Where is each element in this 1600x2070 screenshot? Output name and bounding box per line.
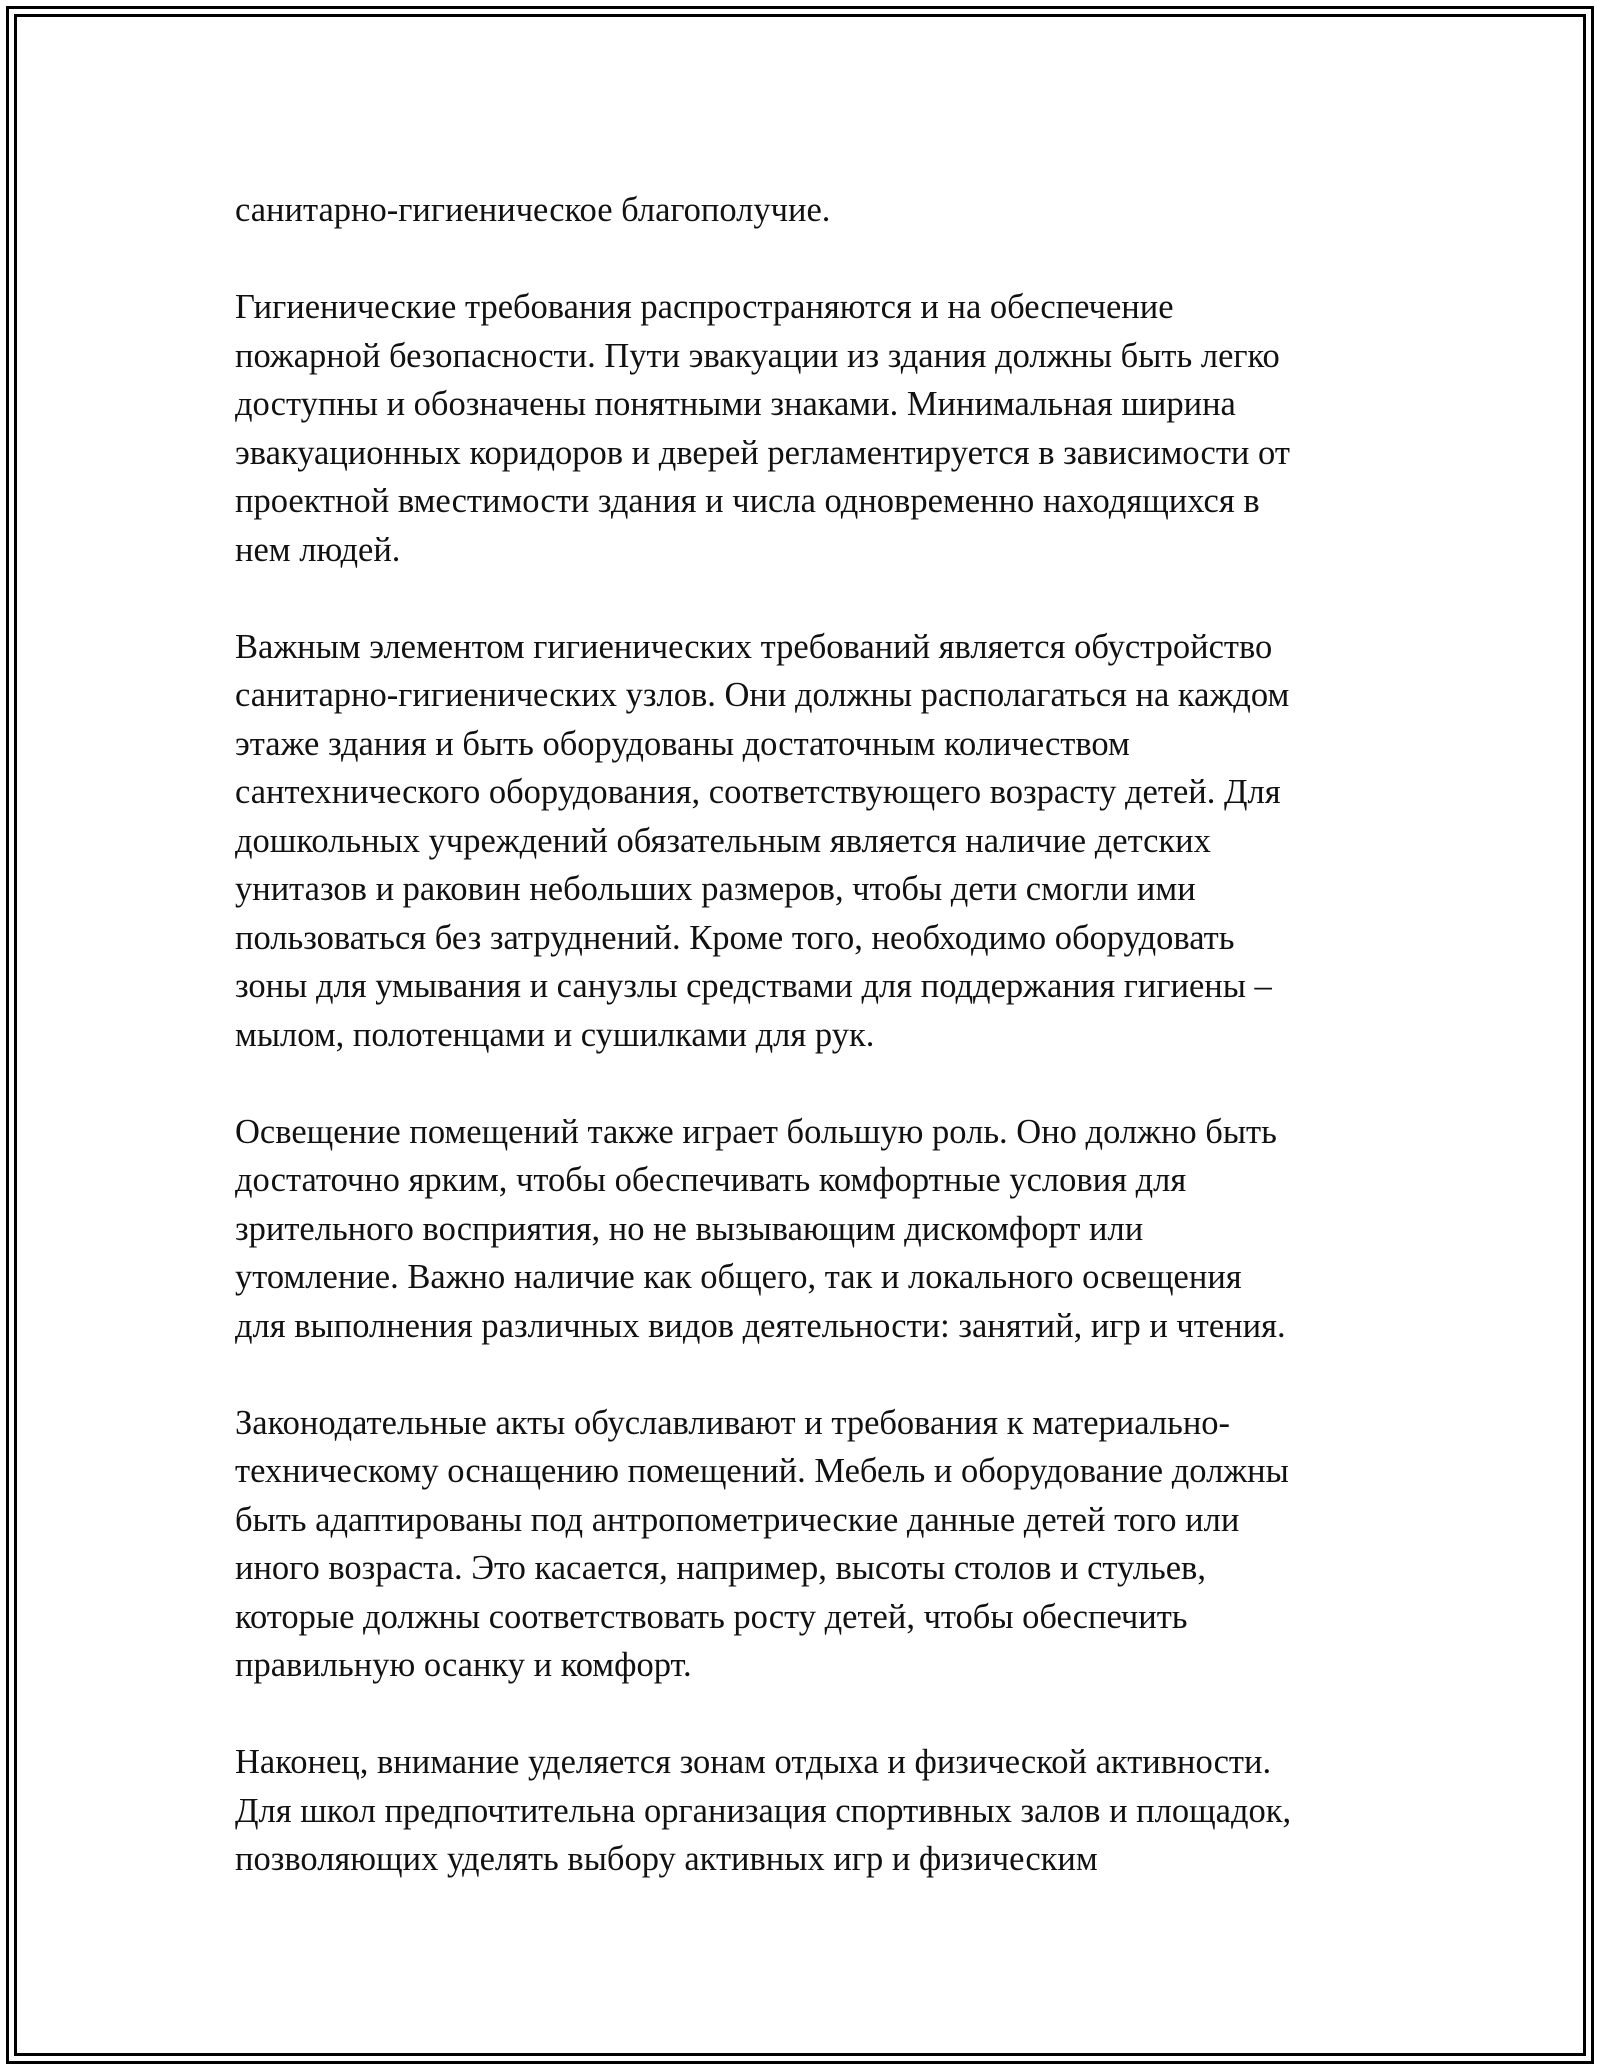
text-line: Законодательные акты обуславливают и требования к материально- [235,1403,1231,1442]
text-line: нем людей. [235,530,401,569]
paragraph-6 [235,1738,1375,1884]
document-body [235,186,1375,1932]
text-line: техническому оснащению помещений. Мебель и оборудование должны [235,1452,1289,1490]
text-line: этаже здания и быть оборудованы достаточным количеством [235,724,1130,763]
text-line: проектной вместимости здания и числа одновременно находящихся в [235,482,1260,520]
paragraph-3 [235,623,1375,1060]
text-line: Важным элементом гигиенических требований является обустройство [235,627,1273,666]
text-line: достаточно ярким, чтобы обеспечивать комфортные условия для [235,1161,1187,1199]
text-line: Наконец, внимание уделяется зонам отдыха и физической активности. [235,1743,1272,1781]
paragraph-5 [235,1399,1375,1690]
paragraph-4 [235,1108,1375,1351]
paragraph-1 [235,186,1375,235]
text-line: пользоваться без затруднений. Кроме того, необходимо оборудовать [235,918,1235,957]
text-line: дошкольных учреждений обязательным является наличие детских [235,821,1211,860]
text-line: Гигиенические требования распространяются и на обеспечение [235,288,1174,326]
text-line: пожарной безопасности. Пути эвакуации из здания должны быть легко [235,336,1280,375]
text-line: для выполнения различных видов деятельности: занятий, игр и чтения. [235,1306,1286,1345]
text-line: быть адаптированы под антропометрические данные детей того или [235,1500,1240,1539]
text-line: эвакуационных коридоров и дверей регламентируется в зависимости от [235,433,1290,472]
text-line: правильную осанку и комфорт. [235,1646,692,1684]
text-line: мылом, полотенцами и сушилками для рук. [235,1015,875,1054]
text-line: санитарно-гигиеническое благополучие. [235,191,831,229]
text-line: Для школ предпочтительна организация спортивных залов и площадок, [235,1791,1292,1830]
text-line: сантехнического оборудования, соответствующего возрасту детей. Для [235,773,1281,811]
text-line: позволяющих уделять выбору активных игр и физическим [235,1840,1098,1878]
text-line: зоны для умывания и санузлы средствами для поддержания гигиены – [235,967,1272,1005]
text-line: санитарно-гигиенических узлов. Они должны располагаться на каждом [235,676,1290,714]
text-line: утомление. Важно наличие как общего, так и локального освещения [235,1258,1242,1296]
text-line: которые должны соответствовать росту детей, чтобы обеспечить [235,1597,1188,1636]
text-line: доступны и обозначены понятными знаками. Минимальная ширина [235,385,1236,423]
text-line: унитазов и раковин небольших размеров, чтобы дети смогли ими [235,870,1196,908]
text-line: иного возраста. Это касается, например, высоты столов и стульев, [235,1549,1206,1587]
text-line: зрительного восприятия, но не вызывающим дискомфорт или [235,1209,1144,1248]
text-line: Освещение помещений также играет большую роль. Оно должно быть [235,1112,1277,1151]
paragraph-2 [235,283,1375,574]
